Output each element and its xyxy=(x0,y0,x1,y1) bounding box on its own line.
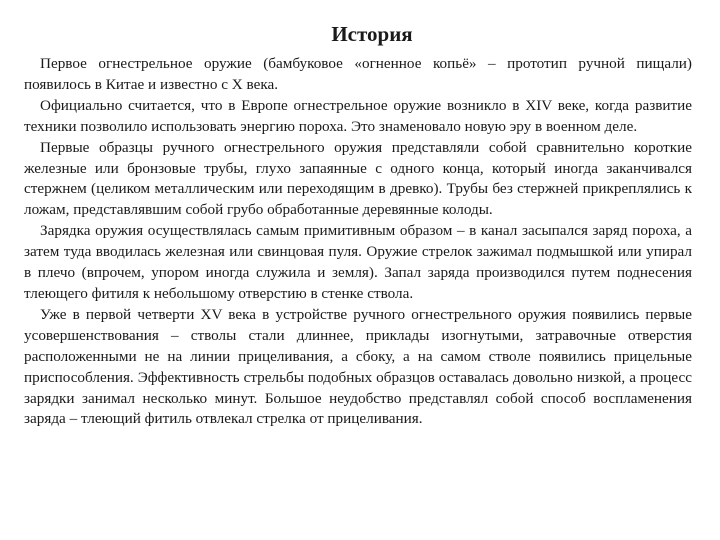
paragraph-4: Зарядка оружия осуществлялась самым примитивным образом – в канал засыпался заряд пороха, а затем туда вводилась железная или свинцовая пуля. Оружие стрелок зажимал подмышкой или упирал в плечо (впрочем, упором иногда служила и земля). Запал заряда производился путем поднесения тлеющего фитиля к небольшому отверстию в стенке ствола. xyxy=(24,222,692,302)
page-title: История xyxy=(331,22,413,46)
paragraph-5: Уже в первой четверти XV века в устройстве ручного огнестрельного оружия появились первые усовершенствования – стволы стали длиннее, приклады изогнутыми, затравочные отверстия расположенными не на линии прицеливания, а сбоку, а на самом стволе появились прицельные приспособления. Эффективность стрельбы подобных образцов оставалась довольно низкой, а процесс зарядки занимал несколько минут. Большое неудобство представлял собой способ воспламенения заряда – тлеющий фитиль отвлекал стрелка от прицеливания. xyxy=(24,305,692,428)
paragraph-2: Официально считается, что в Европе огнестрельное оружие возникло в XIV веке, когда развитие техники позволило использовать энергию пороха. Это знаменовало новую эру в военном деле. xyxy=(24,96,692,135)
paragraph-1: Первое огнестрельное оружие (бамбуковое «огненное копьё» – прототип ручной пищали) появилось в Китае и известно с X века. xyxy=(24,55,692,93)
paragraph-3: Первые образцы ручного огнестрельного оружия представляли собой сравнительно короткие железные или бронзовые трубы, глухо запаянные с одного конца, который иногда заканчивался стержнем (целиком металлическим или переходящим в древко). Трубы без стержней прикреплялись к ложам, представлявшим собой грубо обработанные деревянные колоды. xyxy=(24,138,692,219)
document-page xyxy=(24,20,692,430)
